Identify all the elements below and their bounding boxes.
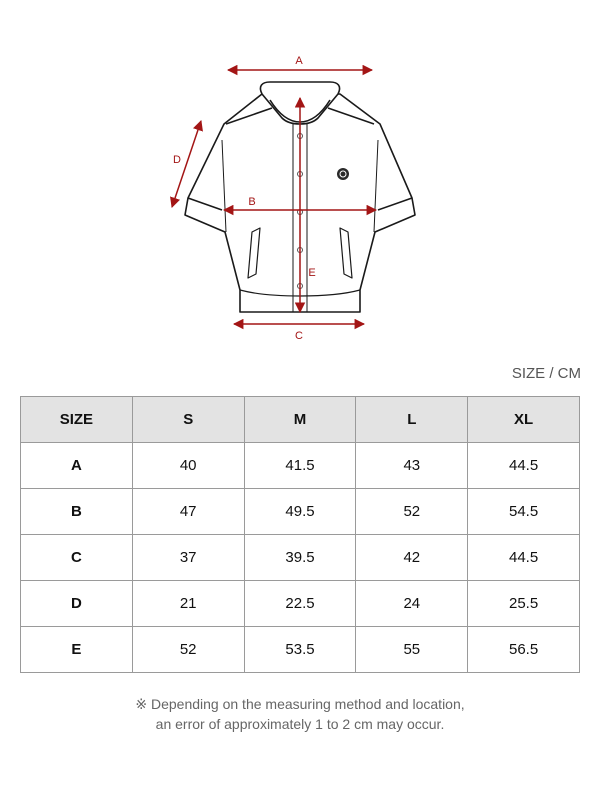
row-label: A <box>21 443 133 489</box>
table-cell: 40 <box>132 443 244 489</box>
header-l: L <box>356 397 468 443</box>
table-row <box>21 627 580 673</box>
row-label: C <box>21 535 133 581</box>
measure-a-label: A <box>295 55 303 67</box>
table-cell: 53.5 <box>244 627 356 673</box>
table-cell: 55 <box>356 627 468 673</box>
measure-e-label: E <box>308 267 316 279</box>
table-cell: 54.5 <box>468 489 580 535</box>
row-label: B <box>21 489 133 535</box>
table-row <box>21 581 580 627</box>
table-cell: 22.5 <box>244 581 356 627</box>
table-cell: 47 <box>132 489 244 535</box>
size-chart-table <box>20 396 580 673</box>
note-line-1: ※ Depending on the measuring method and location, <box>135 696 465 712</box>
table-cell: 43 <box>356 443 468 489</box>
jacket-measurement-diagram <box>0 0 600 360</box>
header-xl: XL <box>468 397 580 443</box>
measurement-note <box>0 694 600 734</box>
table-row <box>21 535 580 581</box>
header-m: M <box>244 397 356 443</box>
table-cell: 37 <box>132 535 244 581</box>
table-cell: 21 <box>132 581 244 627</box>
table-row <box>21 443 580 489</box>
table-cell: 39.5 <box>244 535 356 581</box>
table-cell: 52 <box>356 489 468 535</box>
table-cell: 24 <box>356 581 468 627</box>
table-cell: 44.5 <box>468 443 580 489</box>
note-line-2: an error of approximately 1 to 2 cm may occur. <box>155 716 445 732</box>
measure-b-label: B <box>248 196 256 208</box>
header-s: S <box>132 397 244 443</box>
table-cell: 56.5 <box>468 627 580 673</box>
table-cell: 42 <box>356 535 468 581</box>
measure-d-label: D <box>173 154 181 166</box>
row-label: E <box>21 627 133 673</box>
table-header-row <box>21 397 580 443</box>
table-cell: 49.5 <box>244 489 356 535</box>
logo-badge-icon <box>337 168 349 180</box>
table-cell: 25.5 <box>468 581 580 627</box>
header-size: SIZE <box>21 397 133 443</box>
table-cell: 44.5 <box>468 535 580 581</box>
measure-c-label: C <box>295 330 303 342</box>
row-label: D <box>21 581 133 627</box>
table-row <box>21 489 580 535</box>
unit-label: SIZE / CM <box>511 365 581 382</box>
table-cell: 41.5 <box>244 443 356 489</box>
table-cell: 52 <box>132 627 244 673</box>
